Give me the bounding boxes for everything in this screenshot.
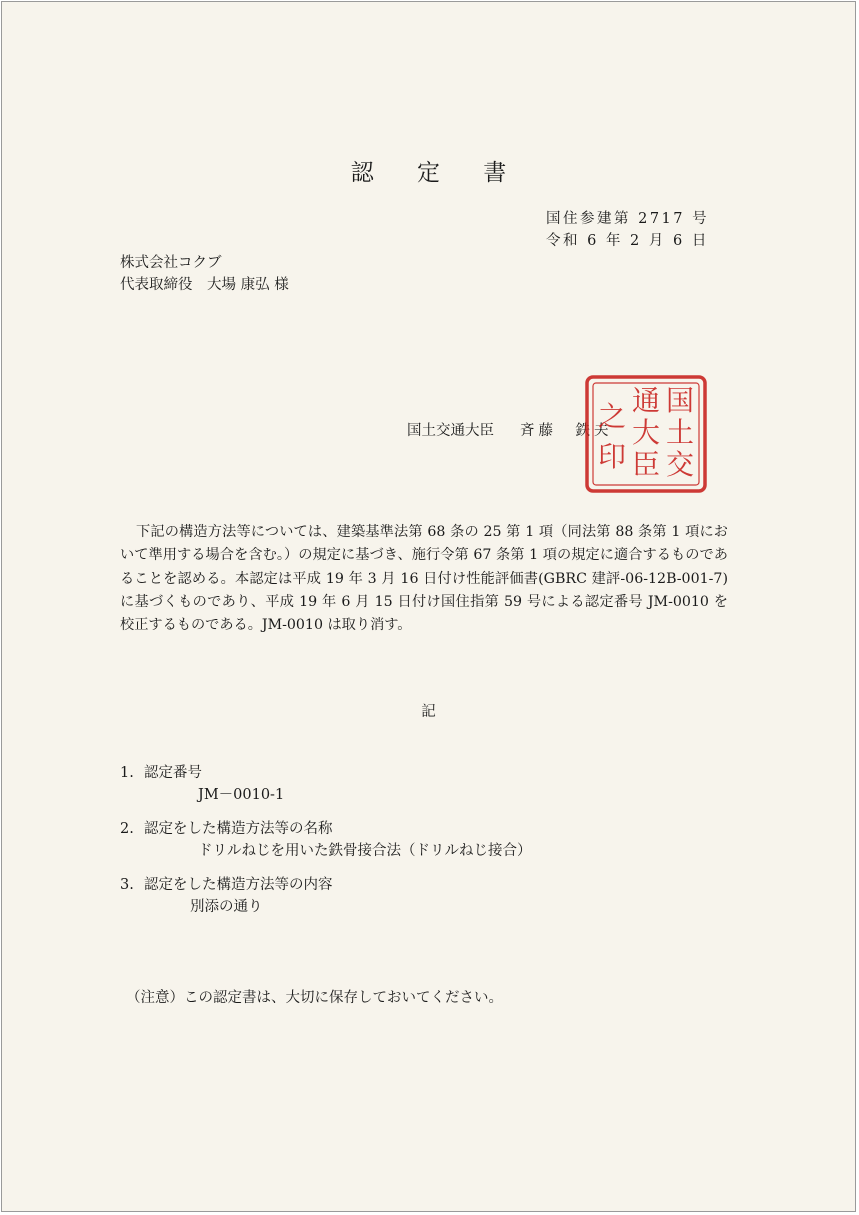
item-label: 認定をした構造方法等の名称 xyxy=(144,821,333,837)
item-certification-number xyxy=(120,762,532,806)
addressee xyxy=(120,252,289,296)
issuer xyxy=(407,420,613,442)
document-title: 認 定 書 xyxy=(350,160,525,186)
storage-note: （注意）この認定書は、大切に保存しておいてください。 xyxy=(126,990,503,1006)
document-reference xyxy=(546,208,709,252)
seal-char: 交 xyxy=(665,448,695,481)
seal-char: 印 xyxy=(597,440,627,473)
issue-date: 令和 6 年 2 月 6 日 xyxy=(546,233,709,249)
item-label: 認定番号 xyxy=(144,765,202,781)
issuer-name: 斉藤 鉄夫 xyxy=(520,423,613,439)
addressee-representative: 代表取締役 大場 康弘 様 xyxy=(120,277,289,293)
item-method-content xyxy=(120,874,532,918)
official-seal-stamp xyxy=(584,374,708,494)
seal-char: 臣 xyxy=(631,448,661,481)
document-number: 国住参建第 2717 号 xyxy=(546,211,710,227)
seal-char: 大 xyxy=(631,416,661,449)
item-value: 別添の通り xyxy=(190,899,263,915)
seal-char: 通 xyxy=(631,384,661,417)
addressee-company: 株式会社コクブ xyxy=(120,255,222,271)
seal-char: 国 xyxy=(665,384,695,417)
item-number: 3. xyxy=(120,877,134,893)
seal-char: 之 xyxy=(597,400,627,433)
item-label: 認定をした構造方法等の内容 xyxy=(144,877,333,893)
item-value: JM－0010-1 xyxy=(198,787,285,803)
certificate-page xyxy=(1,1,856,1212)
item-number: 1. xyxy=(120,765,134,781)
ki-heading: 記 xyxy=(421,704,436,720)
certification-body-text: 下記の構造方法等については、建築基準法第 68 条の 25 第 1 項（同法第 88 条第 1 項において準用する場合を含む。）の規定に基づき、施行令第 67 条第 1 項の規定に適合するものであることを認める。本認定は平成 19 年 3 月 16 日付け性能評価書(GBRC 建評-06-12B-001-7)に基づくものであり、平成 19 年 6 月 15 日付け国住指第 59 号による認定番号 JM-0010 を校正するものである。JM-0010 は取り消す。 xyxy=(120,524,728,634)
certification-items xyxy=(120,762,532,930)
item-number: 2. xyxy=(120,821,134,837)
seal-char: 土 xyxy=(665,416,695,449)
issuer-title: 国土交通大臣 xyxy=(407,423,494,439)
item-method-name xyxy=(120,818,532,862)
item-value: ドリルねじを用いた鉄骨接合法（ドリルねじ接合） xyxy=(198,843,532,859)
